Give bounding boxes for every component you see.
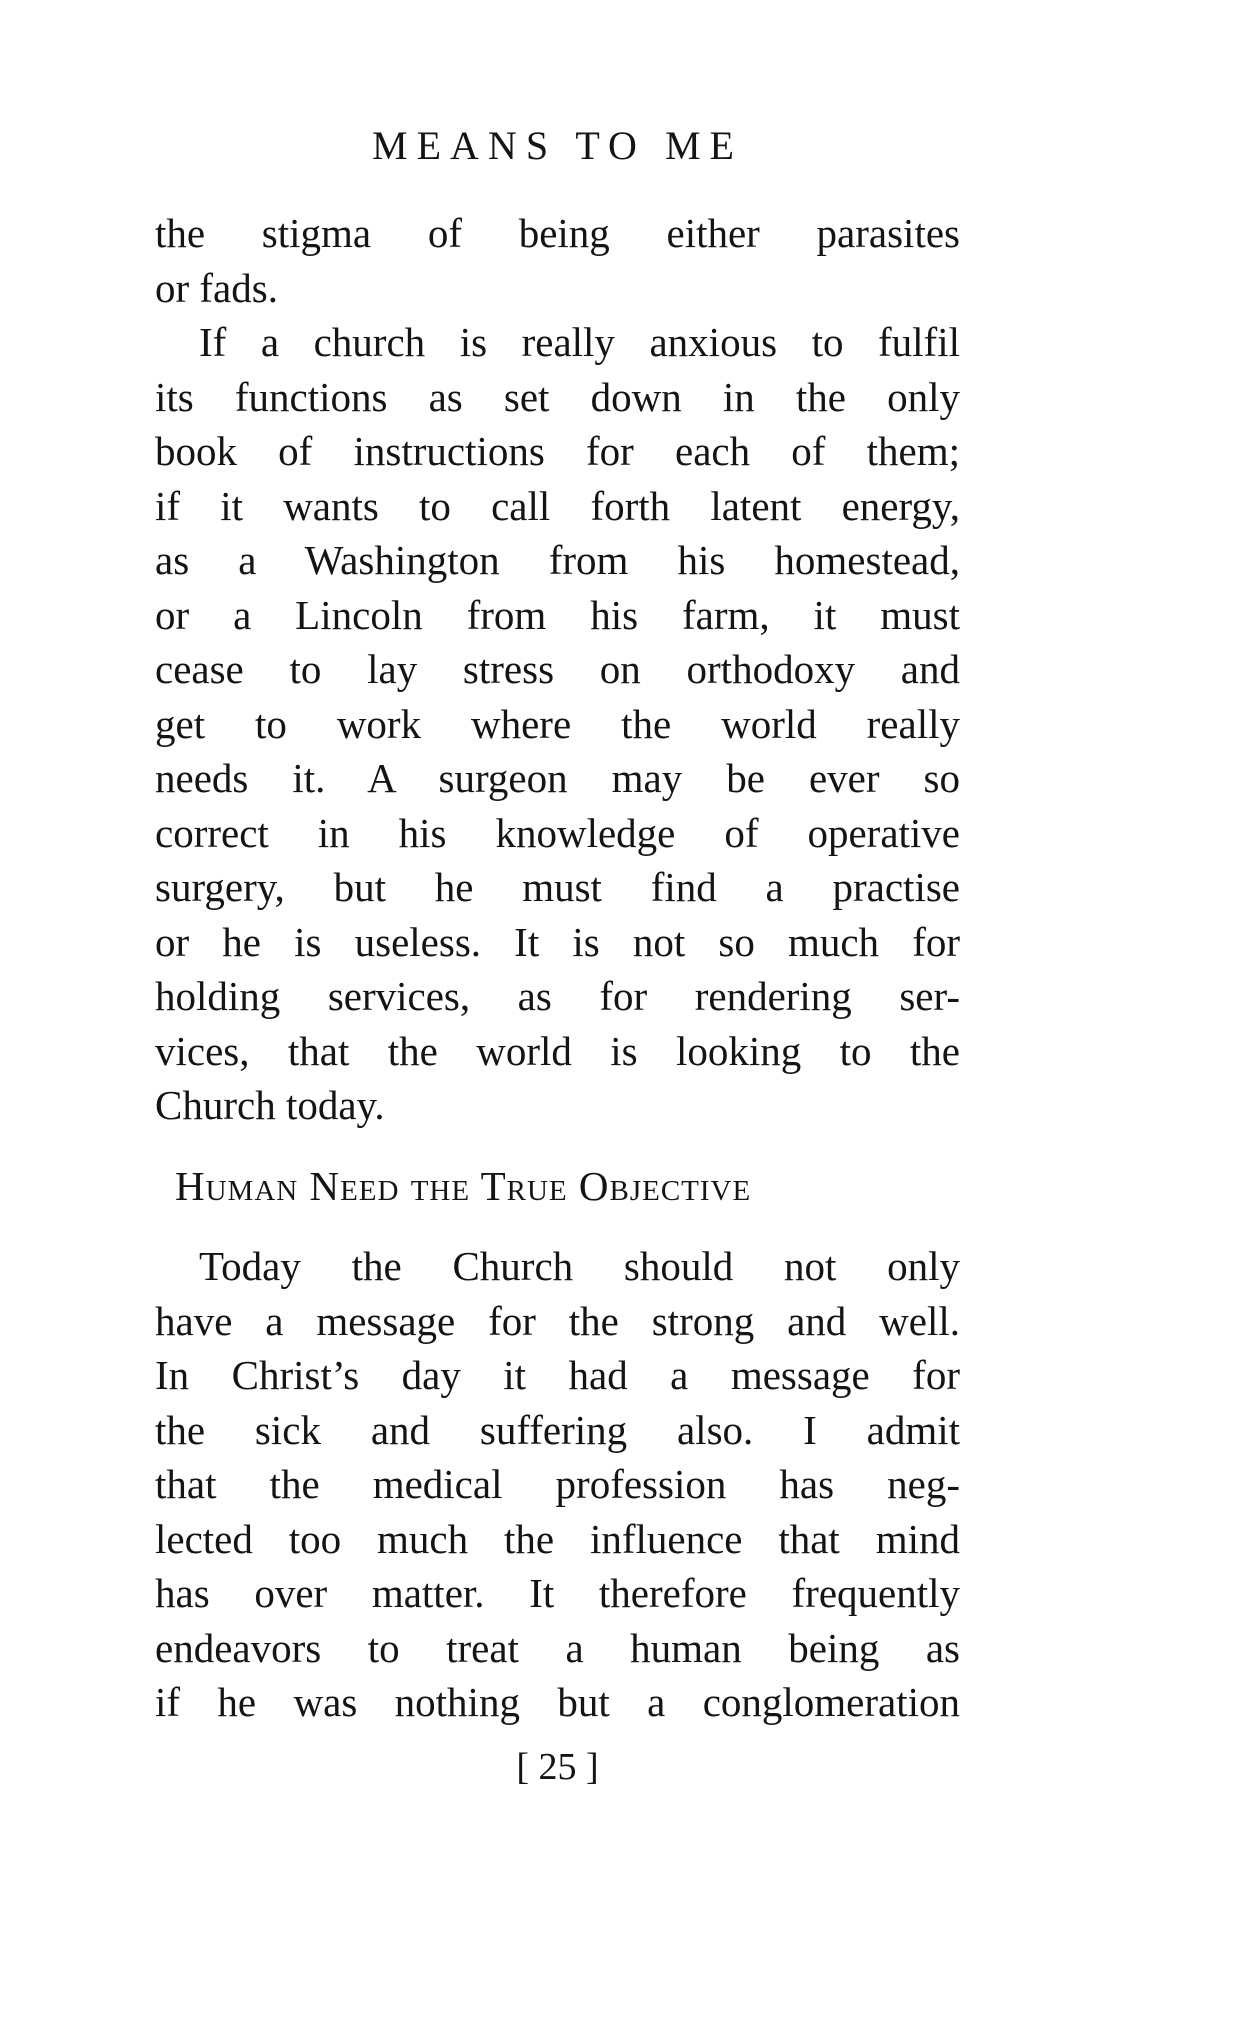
text-line: needs it. A surgeon may be ever so — [155, 755, 960, 801]
running-head: MEANS TO ME — [372, 123, 743, 168]
text-line: has over matter. It therefore frequently — [155, 1570, 960, 1616]
text-line: or fads. — [155, 264, 278, 311]
text-line: that the medical profession has neg- — [155, 1461, 960, 1507]
section-heading: Human Need the True Objective — [175, 1162, 752, 1209]
text-line: get to work where the world really — [155, 700, 960, 747]
text-line: book of instructions for each of them; — [155, 428, 960, 474]
text-line: lected too much the influence that mind — [155, 1515, 960, 1562]
text-line: correct in his knowledge of operative — [155, 809, 960, 856]
text-line: If a church is really anxious to fulfil — [199, 319, 960, 365]
text-line: if it wants to call forth latent energy, — [155, 482, 960, 529]
text-line: have a message for the strong and well. — [155, 1297, 960, 1344]
text-line: surgery, but he must find a practise — [155, 864, 960, 910]
text-line: Church today. — [155, 1082, 385, 1128]
text-line: or he is useless. It is not so much for — [155, 918, 960, 965]
text-line: In Christ’s day it had a message for — [155, 1352, 960, 1398]
page-number: [ 25 ] — [516, 1746, 599, 1788]
text-line: its functions as set down in the only — [155, 373, 960, 420]
text-line: as a Washington from his homestead, — [155, 537, 960, 583]
text-line: the sick and suffering also. I admit — [155, 1406, 960, 1453]
text-line: cease to lay stress on orthodoxy and — [155, 646, 960, 692]
text-line: endeavors to treat a human being as — [155, 1624, 960, 1671]
text-line: vices, that the world is looking to the — [155, 1027, 960, 1074]
text-line: Today the Church should not only — [199, 1243, 960, 1289]
text-line: or a Lincoln from his farm, it must — [155, 591, 960, 638]
text-line: the stigma of being either parasites — [155, 210, 960, 256]
text-line: if he was nothing but a conglomeration — [155, 1679, 960, 1725]
text-line: holding services, as for rendering ser- — [155, 973, 960, 1019]
body-text — [155, 206, 960, 1730]
